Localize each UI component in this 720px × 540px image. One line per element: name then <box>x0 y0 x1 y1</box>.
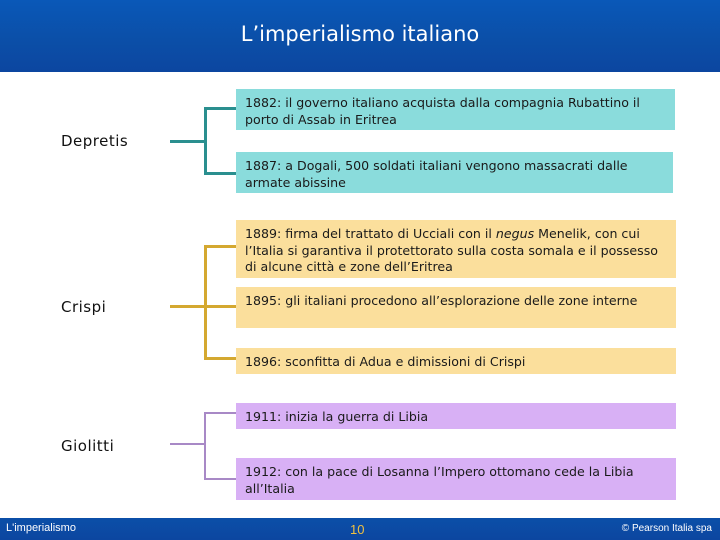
giolitti-vertical <box>204 412 206 479</box>
page-number: 10 <box>350 522 365 537</box>
crispi-vertical <box>204 246 207 359</box>
footer-section-title: L'imperialismo <box>6 522 76 534</box>
event-1895: 1895: gli italiani procedono all’esplorazione delle zone interne <box>236 287 676 328</box>
event-1889-text-before: 1889: firma del trattato di Ucciali con il <box>245 226 496 241</box>
crispi-branch-2 <box>204 305 236 308</box>
crispi-branch-3 <box>204 357 236 360</box>
giolitti-branch-1 <box>204 412 236 414</box>
event-1889-text-after: Menelik, con cui l’Italia si garantiva il protettorato sulla costa somala e il possesso di alcune città e zone dell’Eritrea <box>245 226 658 274</box>
depretis-vertical <box>204 108 207 174</box>
depretis-branch-1 <box>204 107 236 110</box>
depretis-branch-2 <box>204 172 236 175</box>
person-crispi: Crispi <box>61 298 107 316</box>
depretis-stem <box>170 140 206 143</box>
event-1912: 1912: con la pace di Losanna l’Impero ottomano cede la Libia all’Italia <box>236 458 676 500</box>
footer-copyright: © Pearson Italia spa <box>621 523 712 534</box>
crispi-branch-1 <box>204 245 236 248</box>
crispi-stem <box>170 305 206 308</box>
giolitti-stem <box>170 443 206 445</box>
event-1889-negus: negus <box>495 226 535 241</box>
event-1911: 1911: inizia la guerra di Libia <box>236 403 676 429</box>
giolitti-branch-2 <box>204 478 236 480</box>
event-1882: 1882: il governo italiano acquista dalla compagnia Rubattino il porto di Assab in Eritrea <box>236 89 675 130</box>
person-giolitti: Giolitti <box>61 437 115 455</box>
event-1887: 1887: a Dogali, 500 soldati italiani vengono massacrati dalle armate abissine <box>236 152 673 193</box>
person-depretis: Depretis <box>61 132 129 150</box>
event-1889 <box>236 220 676 278</box>
event-1896: 1896: sconfitta di Adua e dimissioni di Crispi <box>236 348 676 374</box>
page-title: L’imperialismo italiano <box>240 22 480 46</box>
